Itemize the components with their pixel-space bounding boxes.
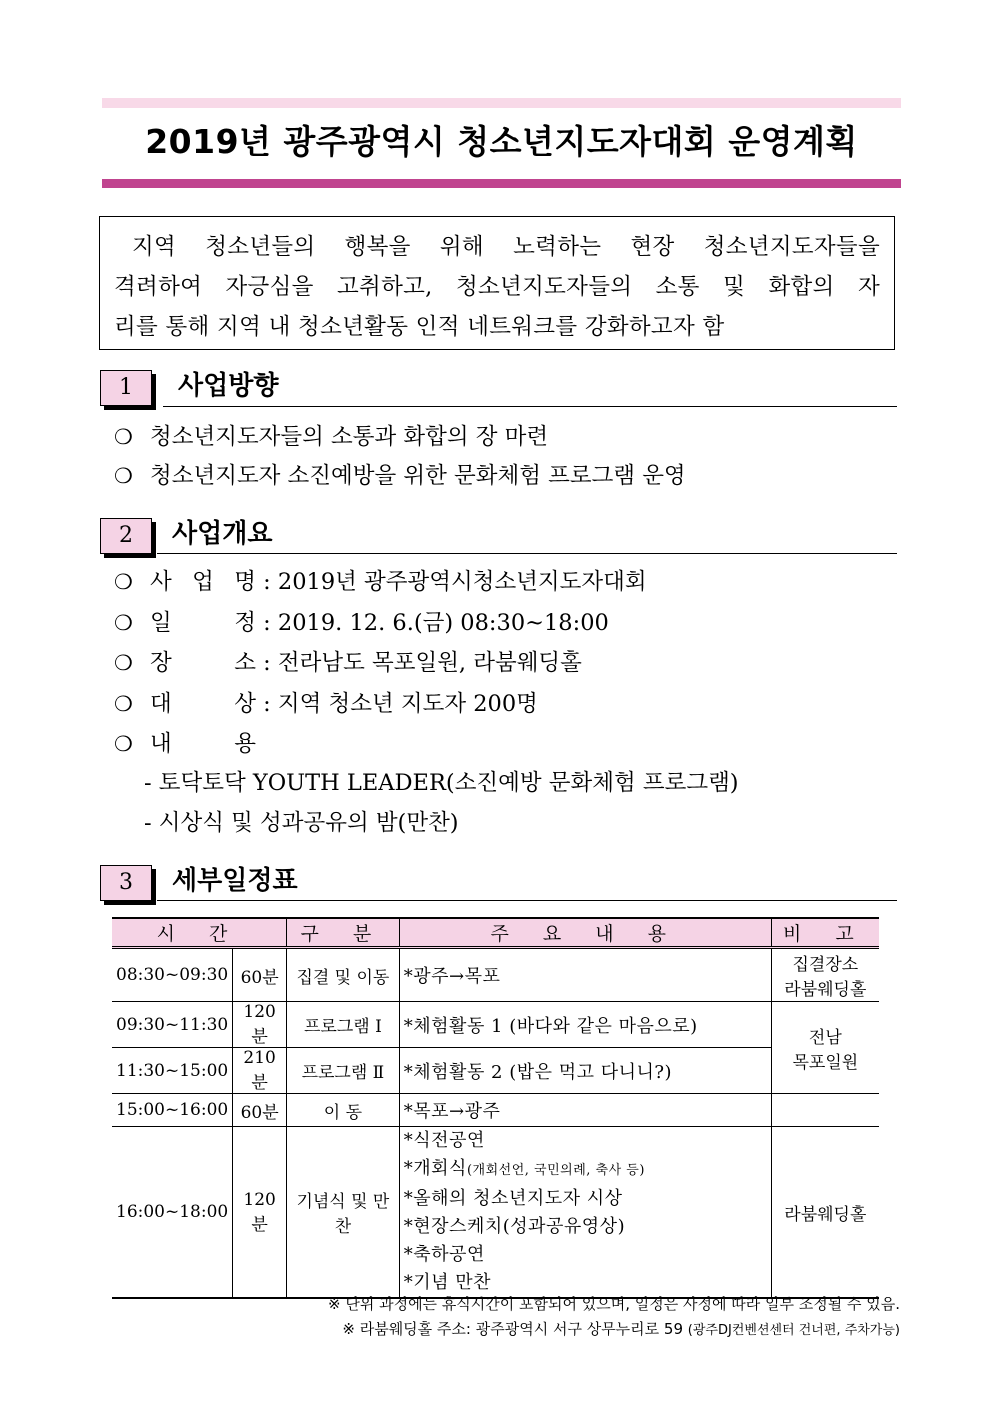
cell-content: *광주→목포	[399, 948, 771, 1002]
cell-type: 기념식 및 만찬	[287, 1127, 400, 1299]
cell-time: 15:00~16:00	[112, 1094, 233, 1127]
intro-line-2: 격려하여 자긍심을 고취하고, 청소년지도자들의 소통 및 화합의 자	[114, 274, 880, 300]
footnote	[342, 1318, 900, 1339]
cell-content	[399, 1127, 771, 1299]
note-line: 전남	[808, 1027, 842, 1048]
overview-item-place	[114, 647, 582, 679]
cell-type: 이 동	[287, 1094, 400, 1127]
overview-value: 2019년 광주광역시청소년지도자대회	[277, 569, 647, 595]
section-1-item	[114, 460, 686, 492]
document-title: 2019년 광주광역시 청소년지도자대회 운영계획	[145, 122, 858, 161]
bullet-mark: ❍	[114, 692, 133, 716]
overview-subitem: - 토닥토닥 YOUTH LEADER(소진예방 문화체험 프로그램)	[144, 770, 739, 796]
section-1-item-text: 청소년지도자들의 소통과 화합의 장 마련	[150, 424, 549, 450]
overview-value: 지역 청소년 지도자 200명	[277, 691, 538, 717]
title-top-bar	[102, 98, 901, 108]
overview-value: 2019. 12. 6.(금) 08:30~18:00	[277, 610, 609, 636]
overview-sep: :	[256, 569, 278, 595]
table-row	[112, 1002, 879, 1048]
cell-note	[771, 948, 879, 1002]
cell-time: 08:30~09:30	[112, 948, 233, 1002]
bullet-mark: ❍	[114, 425, 133, 449]
overview-label: 일 정	[150, 610, 256, 636]
bullet-mark: ❍	[114, 651, 133, 675]
overview-item-target	[114, 688, 538, 720]
section-1-number: 1	[100, 370, 152, 406]
program-item	[404, 1155, 767, 1185]
cell-duration: 120분	[233, 1127, 287, 1299]
schedule-header-row	[112, 918, 879, 948]
program-item: *식전공연	[403, 1130, 485, 1151]
overview-sep: :	[256, 650, 278, 676]
section-1-item	[114, 421, 548, 453]
table-row	[112, 948, 879, 1002]
cell-note: 라붐웨딩홀	[771, 1127, 879, 1299]
intro-line-1: 지역 청소년들의 행복을 위해 노력하는 현장 청소년지도자들을	[132, 234, 880, 260]
table-row	[112, 1127, 879, 1299]
overview-subitem: - 시상식 및 성과공유의 밤(만찬)	[144, 810, 459, 836]
cell-content: *목포→광주	[399, 1094, 771, 1127]
section-2-number: 2	[100, 518, 152, 554]
section-2-title: 사업개요	[172, 519, 273, 549]
bullet-mark: ❍	[114, 611, 133, 635]
section-3-rule	[157, 900, 897, 901]
bullet-mark: ❍	[114, 570, 133, 594]
cell-note	[771, 1094, 879, 1127]
section-3-title: 세부일정표	[172, 866, 298, 896]
overview-item-content	[114, 728, 256, 760]
note-line: 라붐웨딩홀	[784, 980, 867, 1000]
program-item: *축하공연	[403, 1244, 485, 1265]
footnote-text: ※ 라붐웨딩홀 주소: 광주광역시 서구 상무누리로 59	[342, 1320, 684, 1338]
bullet-mark: ❍	[114, 732, 133, 756]
intro-line-3: 리를 통해 지역 내 청소년활동 인적 네트워크를 강화하고자 함	[114, 314, 725, 340]
section-3-number: 3	[100, 865, 152, 901]
cell-duration: 120분	[233, 1002, 287, 1048]
overview-label: 장 소	[150, 650, 256, 676]
overview-sep: :	[256, 610, 278, 636]
overview-label: 사 업 명	[150, 569, 256, 595]
cell-note	[771, 1002, 879, 1094]
section-1-title: 사업방향	[178, 371, 279, 401]
cell-type: 프로그램 Ⅰ	[287, 1002, 400, 1048]
note-line: 집결장소	[792, 955, 859, 975]
overview-item-date	[114, 607, 609, 639]
program-item-text: *개회식	[403, 1158, 467, 1179]
table-row	[112, 1048, 879, 1094]
overview-sep: :	[256, 691, 278, 717]
section-1-item-text: 청소년지도자 소진예방을 위한 문화체험 프로그램 운영	[150, 463, 686, 489]
header-note: 비 고	[771, 918, 879, 948]
header-content: 주 요 내 용	[399, 918, 771, 948]
cell-time: 09:30~11:30	[112, 1002, 233, 1048]
overview-label: 내 용	[150, 731, 256, 757]
cell-time: 16:00~18:00	[112, 1127, 233, 1299]
cell-duration: 60분	[233, 948, 287, 1002]
cell-duration: 210분	[233, 1048, 287, 1094]
schedule-table	[112, 917, 879, 1299]
overview-value: 전라남도 목포일원, 라붐웨딩홀	[277, 650, 582, 676]
program-item-detail: (개회선언, 국민의례, 축사 등)	[466, 1163, 645, 1178]
footnote: ※ 단위 과정에는 휴식시간이 포함되어 있으며, 일정은 사정에 따라 일부 조정될 수 있음.	[328, 1295, 900, 1313]
program-item: *현장스케치(성과공유영상)	[403, 1216, 626, 1237]
bullet-mark: ❍	[114, 464, 133, 488]
cell-content: *체험활동 2 (밥은 먹고 다니니?)	[399, 1048, 771, 1094]
overview-item-name	[114, 566, 647, 598]
cell-type: 집결 및 이동	[287, 948, 400, 1002]
header-time: 시 간	[112, 918, 287, 948]
cell-content: *체험활동 1 (바다와 같은 마음으로)	[399, 1002, 771, 1048]
section-2-rule	[157, 553, 897, 554]
table-row	[112, 1094, 879, 1127]
header-type: 구 분	[287, 918, 400, 948]
cell-time: 11:30~15:00	[112, 1048, 233, 1094]
overview-label: 대 상	[150, 691, 256, 717]
program-item: *올해의 청소년지도자 시상	[403, 1188, 623, 1209]
title-bottom-bar	[102, 179, 901, 188]
cell-type: 프로그램 Ⅱ	[287, 1048, 400, 1094]
note-line: 목포일원	[792, 1052, 859, 1073]
intro-box	[99, 216, 895, 350]
cell-duration: 60분	[233, 1094, 287, 1127]
section-1-rule	[163, 406, 897, 407]
program-item: *기념 만찬	[403, 1272, 492, 1293]
footnote-detail: (광주DJ컨벤션센터 건너편, 주차가능)	[687, 1323, 900, 1338]
